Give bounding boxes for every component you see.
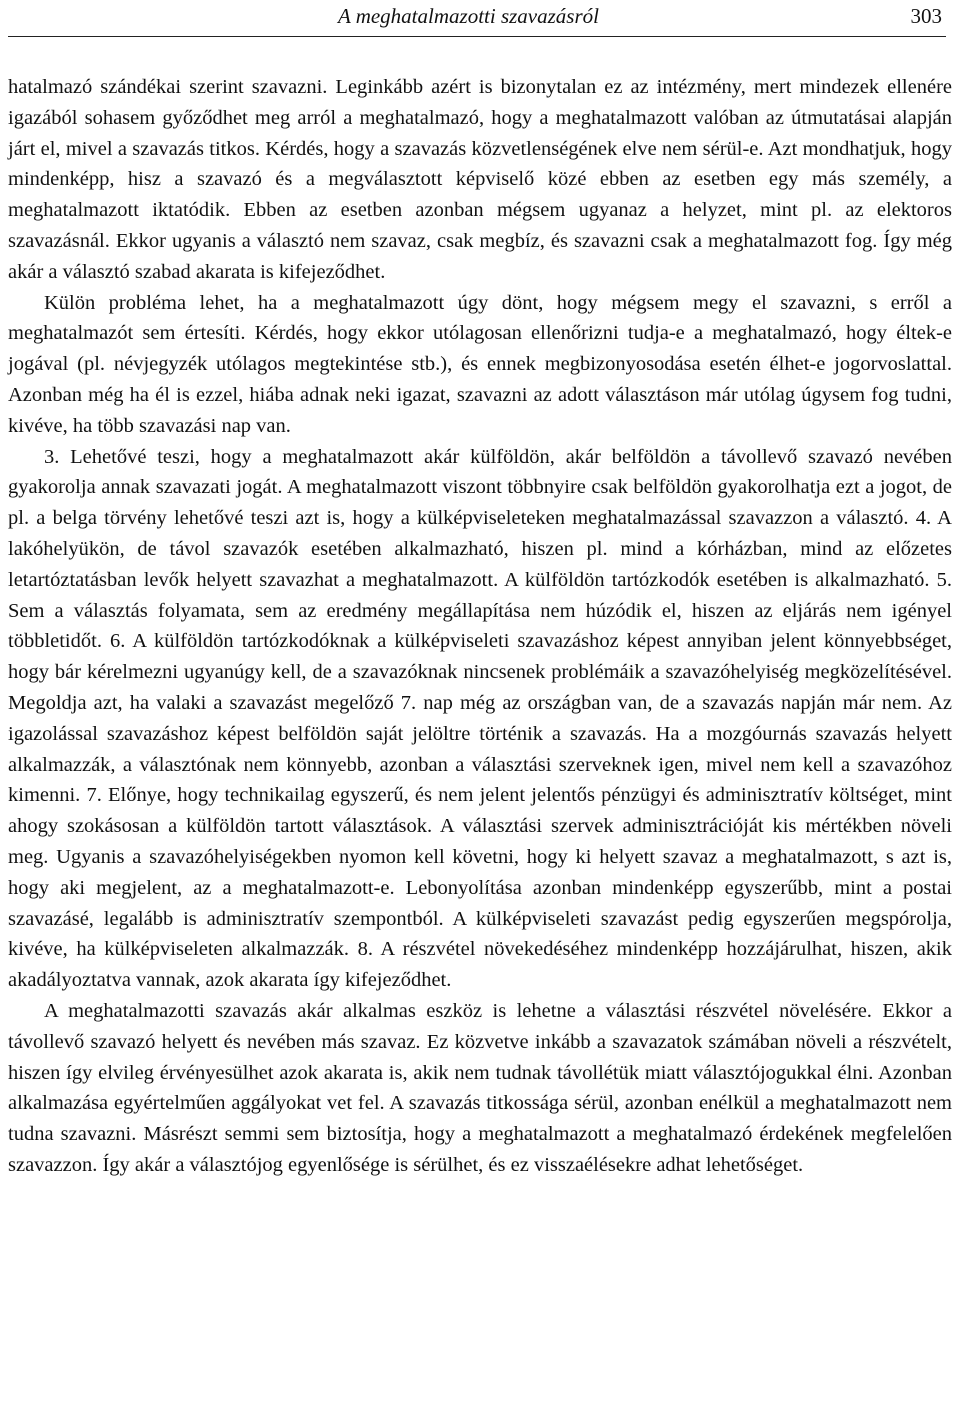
body-text [8,72,952,1181]
running-title: A meghatalmazotti szavazásról [338,4,599,28]
page-number: 303 [910,4,942,28]
running-header [8,0,946,37]
paragraph-3: 3. Lehetővé teszi, hogy a meghatalmazott akár külföldön, akár belföldön a távollevő szavazó nevében gyakorolja annak szavazati jogát. A meghatalmazott viszont többnyire csak belföldön gyakorolhatja ezt a jogot, de pl. a belga törvény lehetővé teszi azt is, hogy a külképviseleteken meghatalmazással szavazzon a választó. 4. A lakóhelyükön, de távol szavazók esetében alkalmazható, hiszen pl. mind a kórházban, mind az előzetes letartóztatásban levők helyett szavazhat a meghatalmazott. A külföldön tartózkodók esetében is alkalmazható. 5. Sem a választás folyamata, sem az eredmény megállapítása nem húzódik el, hiszen az eljárás nem igényel többletidőt. 6. A külföldön tartózkodóknak a külképviseleti szavazáshoz képest annyiban jelent könnyebbséget, hogy bár kérelmezni ugyanúgy kell, de a szavazóknak nincsenek problémáik a szavazóhelyiség megközelítésével. Megoldja azt, ha valaki a szavazást megelőző 7. nap még az országban van, de a szavazás napján már nem. Az igazolással szavazáshoz képest belföldön saját jelöltre történik a szavazás. Ha a mozgóurnás szavazás helyett alkalmazzák, a választónak nem könnyebb, azonban a választási szerveknek igen, mivel nem kell a szavazóhoz kimenni. 7. Előnye, hogy technikailag egyszerű, és nem jelent jelentős pénzügyi és adminisztratív költséget, mint ahogy szokásosan a külföldön tartott választások. A választási szervek adminisztrációját kis mértékben növeli meg. Ugyanis a szavazóhelyiségekben nyomon kell követni, hogy ki helyett szavaz a meghatalmazott, s azt is, hogy aki megjelent, az a meghatalmazott-e. Lebonyolítása azonban mindenképp egyszerűbb, mint a postai szavazásé, legalább is adminisztratív szempontból. A külképviseleti szavazást pedig egyszerűen megspórolja, kivéve, ha külképviseleten alkalmazzák. 8. A részvétel növekedéséhez mindenképp hozzájárulhat, hiszen, akik akadályoztatva vannak, azok akarata így kifejeződhet. [8,445,952,992]
paragraph-2: Külön probléma lehet, ha a meghatalmazott úgy dönt, hogy mégsem megy el szavazni, s erről a meghatalmazót sem értesíti. Kérdés, hogy ekkor utólagosan ellenőrizni tudja-e a meghatalmazó, hogy éltek-e jogával (pl. névjegyzék utólagos megtekintése stb.), és ennek megbizonyosodása esetén élhet-e jogorvoslattal. Azonban még ha él is ezzel, hiába adnak neki igazat, szavazni az adott választáson már utólag úgysem fog tudni, kivéve, ha több szavazási nap van. [8,291,952,437]
paragraph-4: A meghatalmazotti szavazás akár alkalmas eszköz is lehetne a választási részvétel növelésére. Ekkor a távollevő szavazó helyett és nevében más szavaz. Ez közvetve inkább a szavazatok számában növeli a részvételt, hiszen így elvileg érvényesülhet azok akarata is, akik nem tudnak távollétük miatt választójogukkal élni. Azonban alkalmazása egyértelműen aggályokat vet fel. A szavazás titkossága sérül, azonban enélkül a meghatalmazott nem tudna szavazni. Másrészt semmi sem biztosítja, hogy a meghatalmazott a meghatalmazó érdekének megfelelően szavazzon. Így akár a választójog egyenlősége is sérülhet, és ez visszaélésekre adhat lehetőséget. [8,999,952,1176]
paragraph-1: hatalmazó szándékai szerint szavazni. Leginkább azért is bizonytalan ez az intézmény, mert mindezek ellenére igazából sohasem győződhet meg arról a meghatalmazó, hogy a meghatalmazott valóban az útmutatásai alapján járt el, mivel a szavazás titkos. Kérdés, hogy a szavazás közvetlenségének elve nem sérül-e. Azt mondhatjuk, hogy mindenképp, hisz a szavazó és a megválasztott képviselő közé ebben az esetben egy más személy, a meghatalmazott iktatódik. Ebben az esetben azonban mégsem ugyanaz a helyzet, mint pl. az elektoros szavazásnál. Ekkor ugyanis a választó nem szavaz, csak megbíz, és szavazni csak a meghatalmazott fog. Így még akár a választó szabad akarata is kifejeződhet. [8,76,952,283]
